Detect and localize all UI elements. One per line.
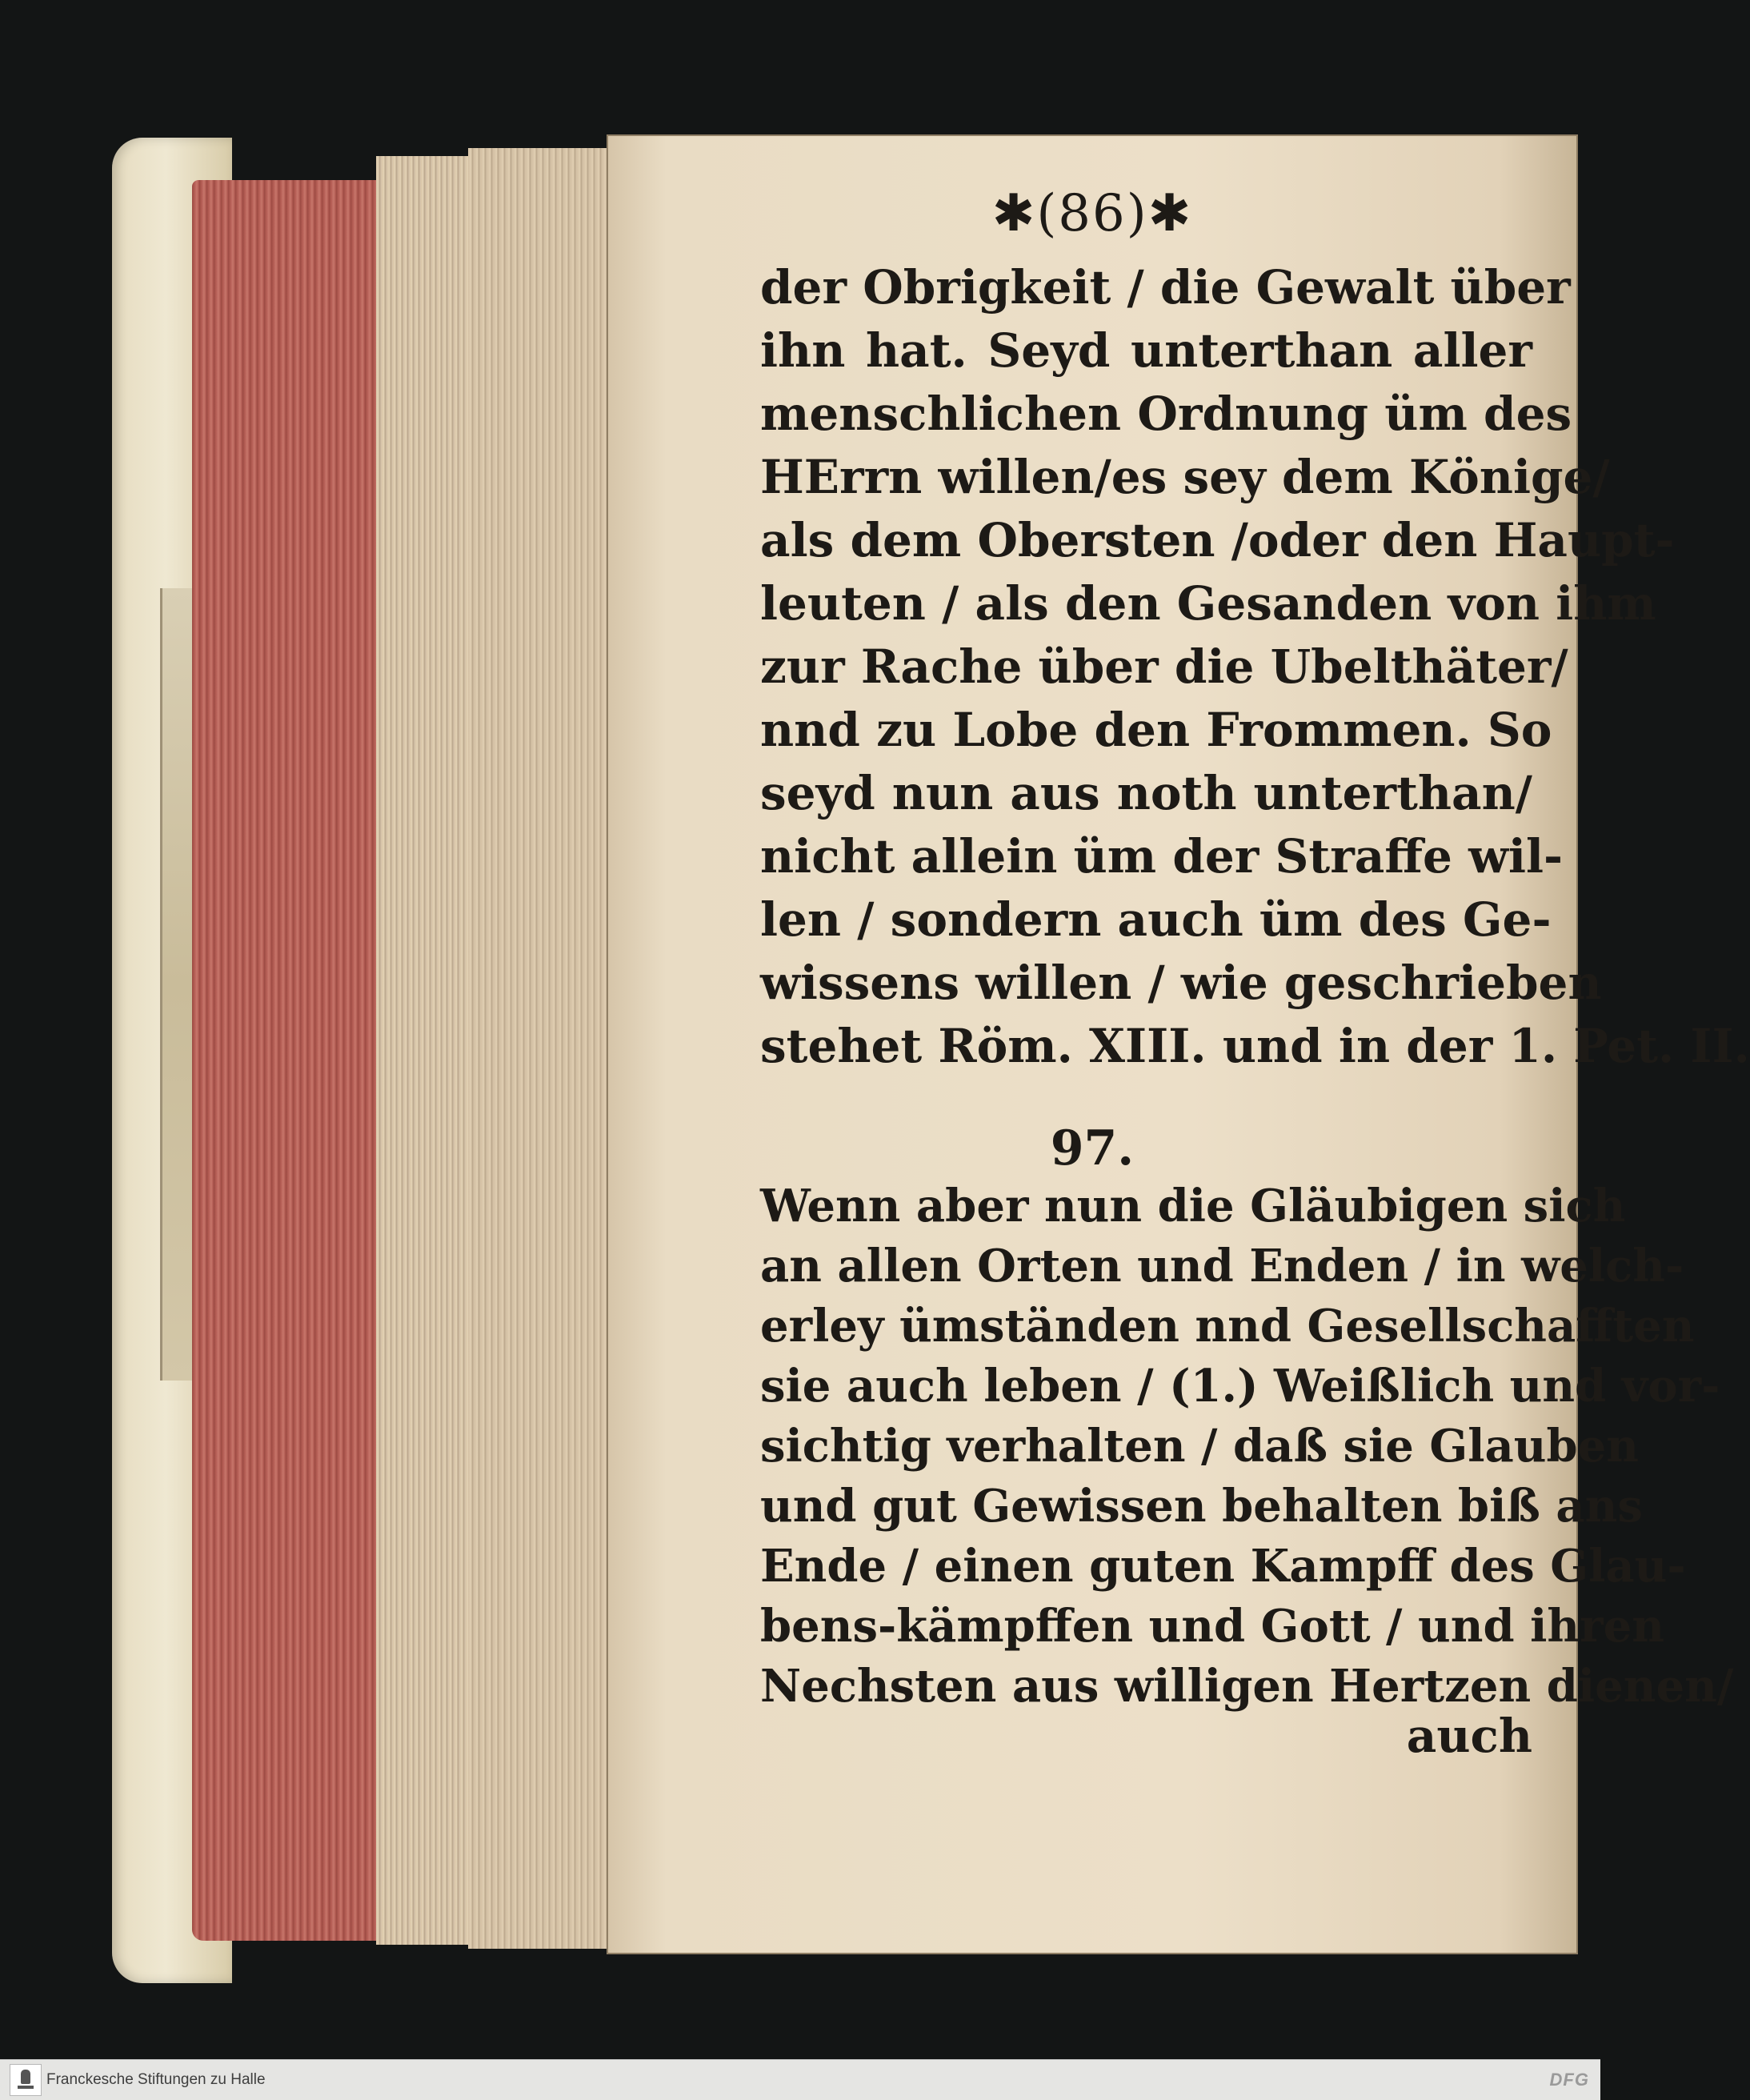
text-line: ihn hat. Seyd unterthan aller [760, 323, 1532, 378]
text-line: leuten / als den Gesanden von ihm [760, 576, 1656, 631]
text-line: sie auch leben / (1.) Weißlich und vor- [760, 1360, 1720, 1413]
text-line: HErrn willen/es sey dem Könige/ [760, 450, 1610, 504]
text-line: sichtig verhalten / daß sie Glauben [760, 1420, 1640, 1473]
catchword: auch [1406, 1709, 1532, 1763]
viewer-footer [0, 2059, 1600, 2100]
text-line: stehet Röm. XIII. und in der 1. Pet. II. [760, 1019, 1750, 1073]
franckesche-stiftungen-logo-icon [10, 2064, 42, 2096]
text-line: nicht allein üm der Straffe wil- [760, 829, 1564, 884]
text-line: und gut Gewissen behalten biß ans [760, 1480, 1643, 1533]
text-line: bens-kämpffen und Gott / und ihren [760, 1600, 1664, 1653]
text-line: Ende / einen guten Kampff des Glau- [760, 1540, 1686, 1593]
text-line: zur Rache über die Ubelthäter/ [760, 639, 1568, 694]
page-stack [468, 148, 616, 1949]
text-line: der Obrigkeit / die Gewalt über [760, 260, 1571, 315]
institution-name: Franckesche Stiftungen zu Halle [46, 2071, 266, 2088]
book-page [608, 136, 1750, 1953]
page-edges [376, 156, 468, 1945]
text-line: menschlichen Ordnung üm des [760, 387, 1572, 441]
dfg-logo-icon: DFG [1549, 2070, 1589, 2090]
text-line: an allen Orten und Enden / in welch- [760, 1240, 1684, 1292]
section-number: 97. [1050, 1120, 1135, 1176]
text-line: als dem Obersten /oder den Haupt- [760, 513, 1675, 567]
text-line: len / sondern auch üm des Ge- [760, 892, 1552, 947]
text-line: Wenn aber nun die Gläubigen sich [760, 1180, 1626, 1232]
paragraph-96-continued [760, 256, 1750, 1078]
page-number-header: ✱(86)✱ [991, 184, 1193, 243]
text-line: seyd nun aus noth unterthan/ [760, 766, 1532, 820]
text-line: Nechsten aus willigen Hertzen dienen/ [760, 1660, 1734, 1713]
red-fore-edge [192, 180, 376, 1941]
text-line: erley ümständen nnd Gesellschafften [760, 1300, 1695, 1353]
text-line: wissens willen / wie geschrieben [760, 956, 1602, 1010]
paragraph-97 [760, 1176, 1734, 1717]
text-line: nnd zu Lobe den Frommen. So [760, 703, 1552, 757]
